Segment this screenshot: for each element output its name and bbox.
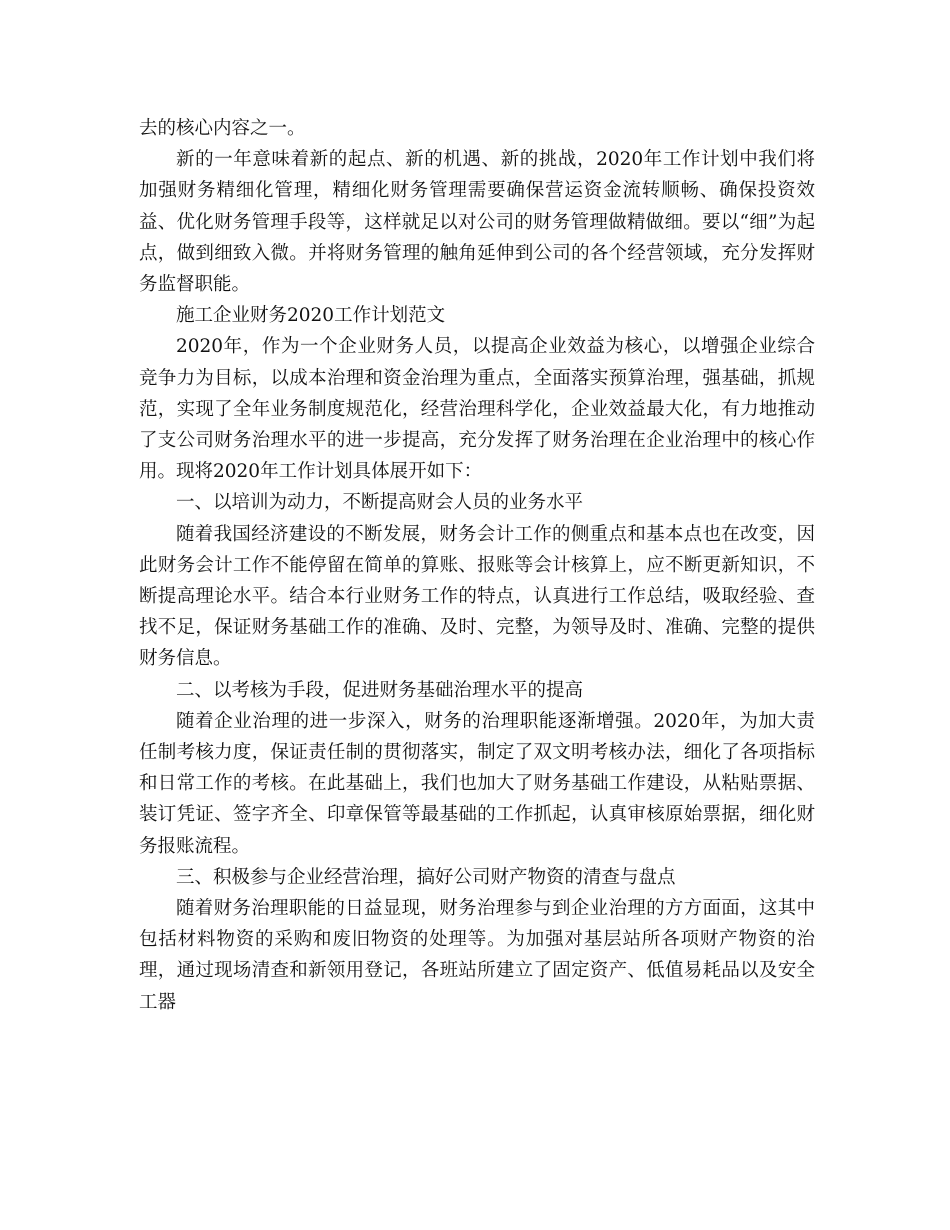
- section-title: 施工企业财务2020工作计划范文: [176, 305, 446, 327]
- section-heading: 三、积极参与企业经营治理，搞好公司财产物资的清查与盘点: [176, 866, 676, 888]
- document-body: [139, 113, 815, 1018]
- paragraph-continuation: 去的核心内容之一。: [139, 118, 306, 139]
- paragraph: 新的一年意味着新的起点、新的机遇、新的挑战，2020年工作计划中我们将加强财务精细化管理，精细化财务管理需要确保营运资金流转顺畅、确保投资效益、优化财务管理手段等，这样就足以对公司的财务管理做精做细。要以“细”为起点，做到细致入微。并将财务管理的触角延伸到公司的各个经营领域，充分发挥财务监督职能。: [139, 149, 815, 296]
- paragraph: 随着企业治理的进一步深入，财务的治理职能逐渐增强。2020年，为加大责任制考核力度，保证责任制的贯彻落实，制定了双文明考核办法，细化了各项指标和日常工作的考核。在此基础上，我们也加大了财务基础工作建设，从粘贴票据、装订凭证、签字齐全、印章保管等最基础的工作抓起，认真审核原始票据，细化财务报账流程。: [139, 710, 815, 857]
- paragraph: 随着财务治理职能的日益显现，财务治理参与到企业治理的方方面面，这其中包括材料物资的采购和废旧物资的处理等。为加强对基层站所各项财产物资的治理，通过现场清查和新领用登记，各班站所建立了固定资产、低值易耗品以及安全工器: [139, 898, 815, 1013]
- paragraph: 2020年，作为一个企业财务人员，以提高企业效益为核心，以增强企业综合竞争力为目标，以成本治理和资金治理为重点，全面落实预算治理，强基础，抓规范，实现了全年业务制度规范化，经营治理科学化，企业效益最大化，有力地推动了支公司财务治理水平的进一步提高，充分发挥了财务治理在企业治理中的核心作用。现将2020年工作计划具体展开如下：: [139, 336, 815, 483]
- section-heading: 一、以培训为动力，不断提高财会人员的业务水平: [176, 492, 584, 514]
- section-heading: 二、以考核为手段，促进财务基础治理水平的提高: [176, 679, 584, 701]
- paragraph: 随着我国经济建设的不断发展，财务会计工作的侧重点和基本点也在改变，因此财务会计工作不能停留在简单的算账、报账等会计核算上，应不断更新知识，不断提高理论水平。结合本行业财务工作的特点，认真进行工作总结，吸取经验、查找不足，保证财务基础工作的准确、及时、完整，为领导及时、准确、完整的提供财务信息。: [139, 523, 815, 670]
